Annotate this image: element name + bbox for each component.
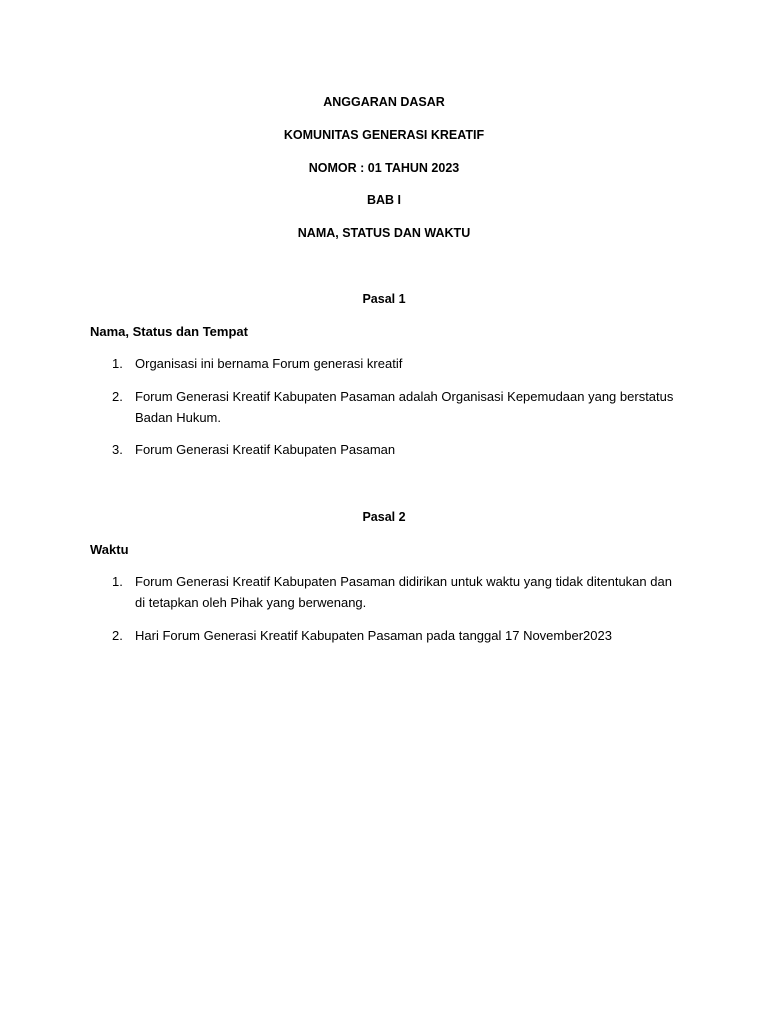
list-number: 2. [112, 389, 123, 404]
chapter-label: BAB I [366, 193, 402, 207]
pasal-2-heading: Waktu [90, 542, 129, 557]
list-text: Forum Generasi Kreatif Kabupaten Pasaman didirikan untuk waktu yang tidak ditentukan dan di tetapkan oleh Pihak yang berwenang. [135, 574, 672, 610]
document-title: ANGGARAN DASAR [323, 95, 445, 109]
list-number: 1. [112, 356, 123, 371]
list-text: Forum Generasi Kreatif Kabupaten Pasaman adalah Organisasi Kepemudaan yang berstatus Badan Hukum. [135, 389, 674, 425]
list-text: Hari Forum Generasi Kreatif Kabupaten Pasaman pada tanggal 17 November2023 [135, 628, 612, 643]
document-number: NOMOR : 01 TAHUN 2023 [308, 161, 460, 175]
pasal-1-title: Pasal 1 [362, 292, 406, 306]
pasal-2-title: Pasal 2 [362, 510, 406, 524]
list-text: Forum Generasi Kreatif Kabupaten Pasaman [135, 442, 396, 457]
list-number: 2. [112, 628, 123, 643]
list-number: 3. [112, 442, 123, 457]
chapter-title: NAMA, STATUS DAN WAKTU [297, 226, 471, 240]
list-text: Organisasi ini bernama Forum generasi kreatif [135, 356, 403, 371]
list-number: 1. [112, 574, 123, 589]
pasal-1-heading: Nama, Status dan Tempat [90, 324, 248, 339]
organization-name: KOMUNITAS GENERASI KREATIF [283, 128, 485, 142]
